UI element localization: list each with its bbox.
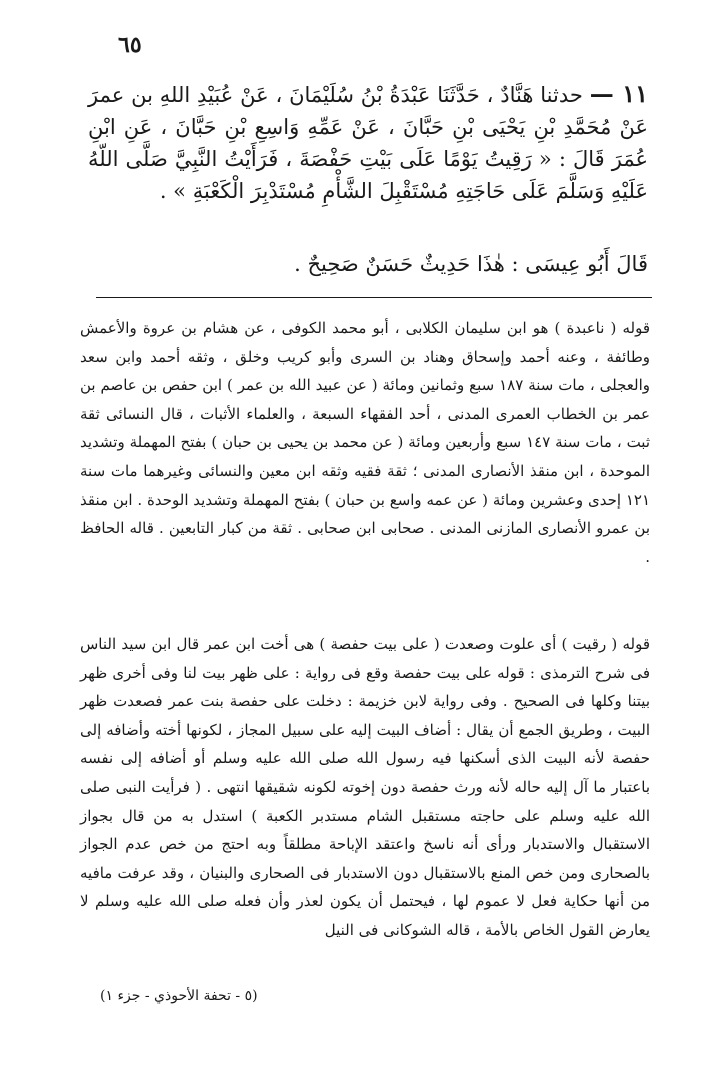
divider xyxy=(96,297,652,298)
hadith-verdict: قَالَ أَبُو عِيسَى : هٰذَا حَدِيثٌ حَسَنٌ صَحِيحٌ . xyxy=(294,252,648,276)
commentary-paragraph: قوله ( ناعبدة ) هو ابن سليمان الكلابى ، أبو محمد الكوفى ، عن هشام بن عروة والأعمش وطائفة ، وعنه أحمد وإسحاق وهناد بن السرى وأبو كريب وخلق ، وثقه أحمد وابن سعد والعجلى ، مات سنة ١٨٧ سبع وثمانين ومائة ( عن عبيد الله بن عمر ) ابن حفص بن عاصم بن عمر بن الخطاب العمرى المدنى ، أحد الفقهاء السبعة ، والعلماء الأثبات ، قال النسائى ثقة ثبت ، مات سنة ١٤٧ سبع وأربعين ومائة ( عن محمد بن يحيى بن حبان ) بفتح المهملة وتشديد الموحدة ، ابن منقذ الأنصارى المدنى ؛ ثقة فقيه وثقه ابن معين والنسائى وغيرهما مات سنة ١٢١ إحدى وعشرين ومائة ( عن عمه واسع بن حبان ) بفتح المهملة وتشديد الوحدة . ابن منقذ بن عمرو الأنصارى المازنى المدنى . صحابى ابن صحابى . ثقة من كبار التابعين . قاله الحافظ . xyxy=(80,319,650,566)
page-footer: (٥ - تحفة الأحوذي - جزء ١) xyxy=(100,988,258,1004)
page-number: ٦٥ xyxy=(118,32,142,58)
commentary-paragraph: قوله ( رقيت ) أى علوت وصعدت ( على بيت حفصة ) هى أخت ابن عمر قال ابن سيد الناس فى شرح الترمذى : قوله على بيت حفصة وقع فى رواية : على ظهر بيت لنا وفى أخرى ظهر بيتنا وكلها فى الصحيح . وفى رواية لابن خزيمة : دخلت على حفصة بنت عمر فصعدت ظهر البيت ، وطريق الجمع أن يقال : أضاف البيت إليه على سبيل المجاز ، لكونها أخته وأضافه إلى حفصة لأنه البيت الذى أسكنها فيه رسول الله صلى الله عليه وسلم أو أضافه إلى نفسه باعتبار ما آل إليه حاله لأنه ورث حفصة دون إخوته لكونه شقيقها انتهى . ( فرأيت النبى صلى الله عليه وسلم على حاجته مستقبل الشام مستدبر الكعبة ) استدل به من قال بجواز الاستقبال والاستدبار ورأى أنه ناسخ واعتقد الإباحة مطلقاً وبه احتج من خص عدم الجواز بالصحارى ومن خص المنع بالاستقبال دون الاستدبار فى الصحارى والبنيان ، وقد عرفت مافيه من أنها حكاية فعل لا عموم لها ، فيحتمل أن يكون لعذر وأن فعله صلى الله عليه وسلم لا يعارض القول الخاص بالأمة ، قاله الشوكانى فى النيل xyxy=(80,635,650,939)
hadith-number: ١١ — xyxy=(589,79,648,108)
hadith-text-block xyxy=(88,78,648,207)
hadith-text: حدثنا هَنَّادٌ ، حَدَّثَنَا عَبْدَةُ بْنُ سُلَيْمَانَ ، عَنْ عُبَيْدِ اللهِ بن عمرَ عَنْ مُحَمَّدِ بْنِ يَحْيَى بْنِ حَبَّانَ ، عَنْ عَمِّهِ وَاسِعِ بْنِ حَبَّانَ ، عَنِ ابْنِ عُمَرَ قَالَ : « رَقِيتُ يَوْمًا عَلَى بَيْتِ حَفْصَةَ ، فَرَأَيْتُ النَّبِيَّ صَلَّى اللّهُ عَلَيْهِ وَسَلَّمَ عَلَى حَاجَتِهِ مُسْتَقْبِلَ الشَّأْمِ مُسْتَدْبِرَ الْكَعْبَةِ » . xyxy=(88,83,648,203)
